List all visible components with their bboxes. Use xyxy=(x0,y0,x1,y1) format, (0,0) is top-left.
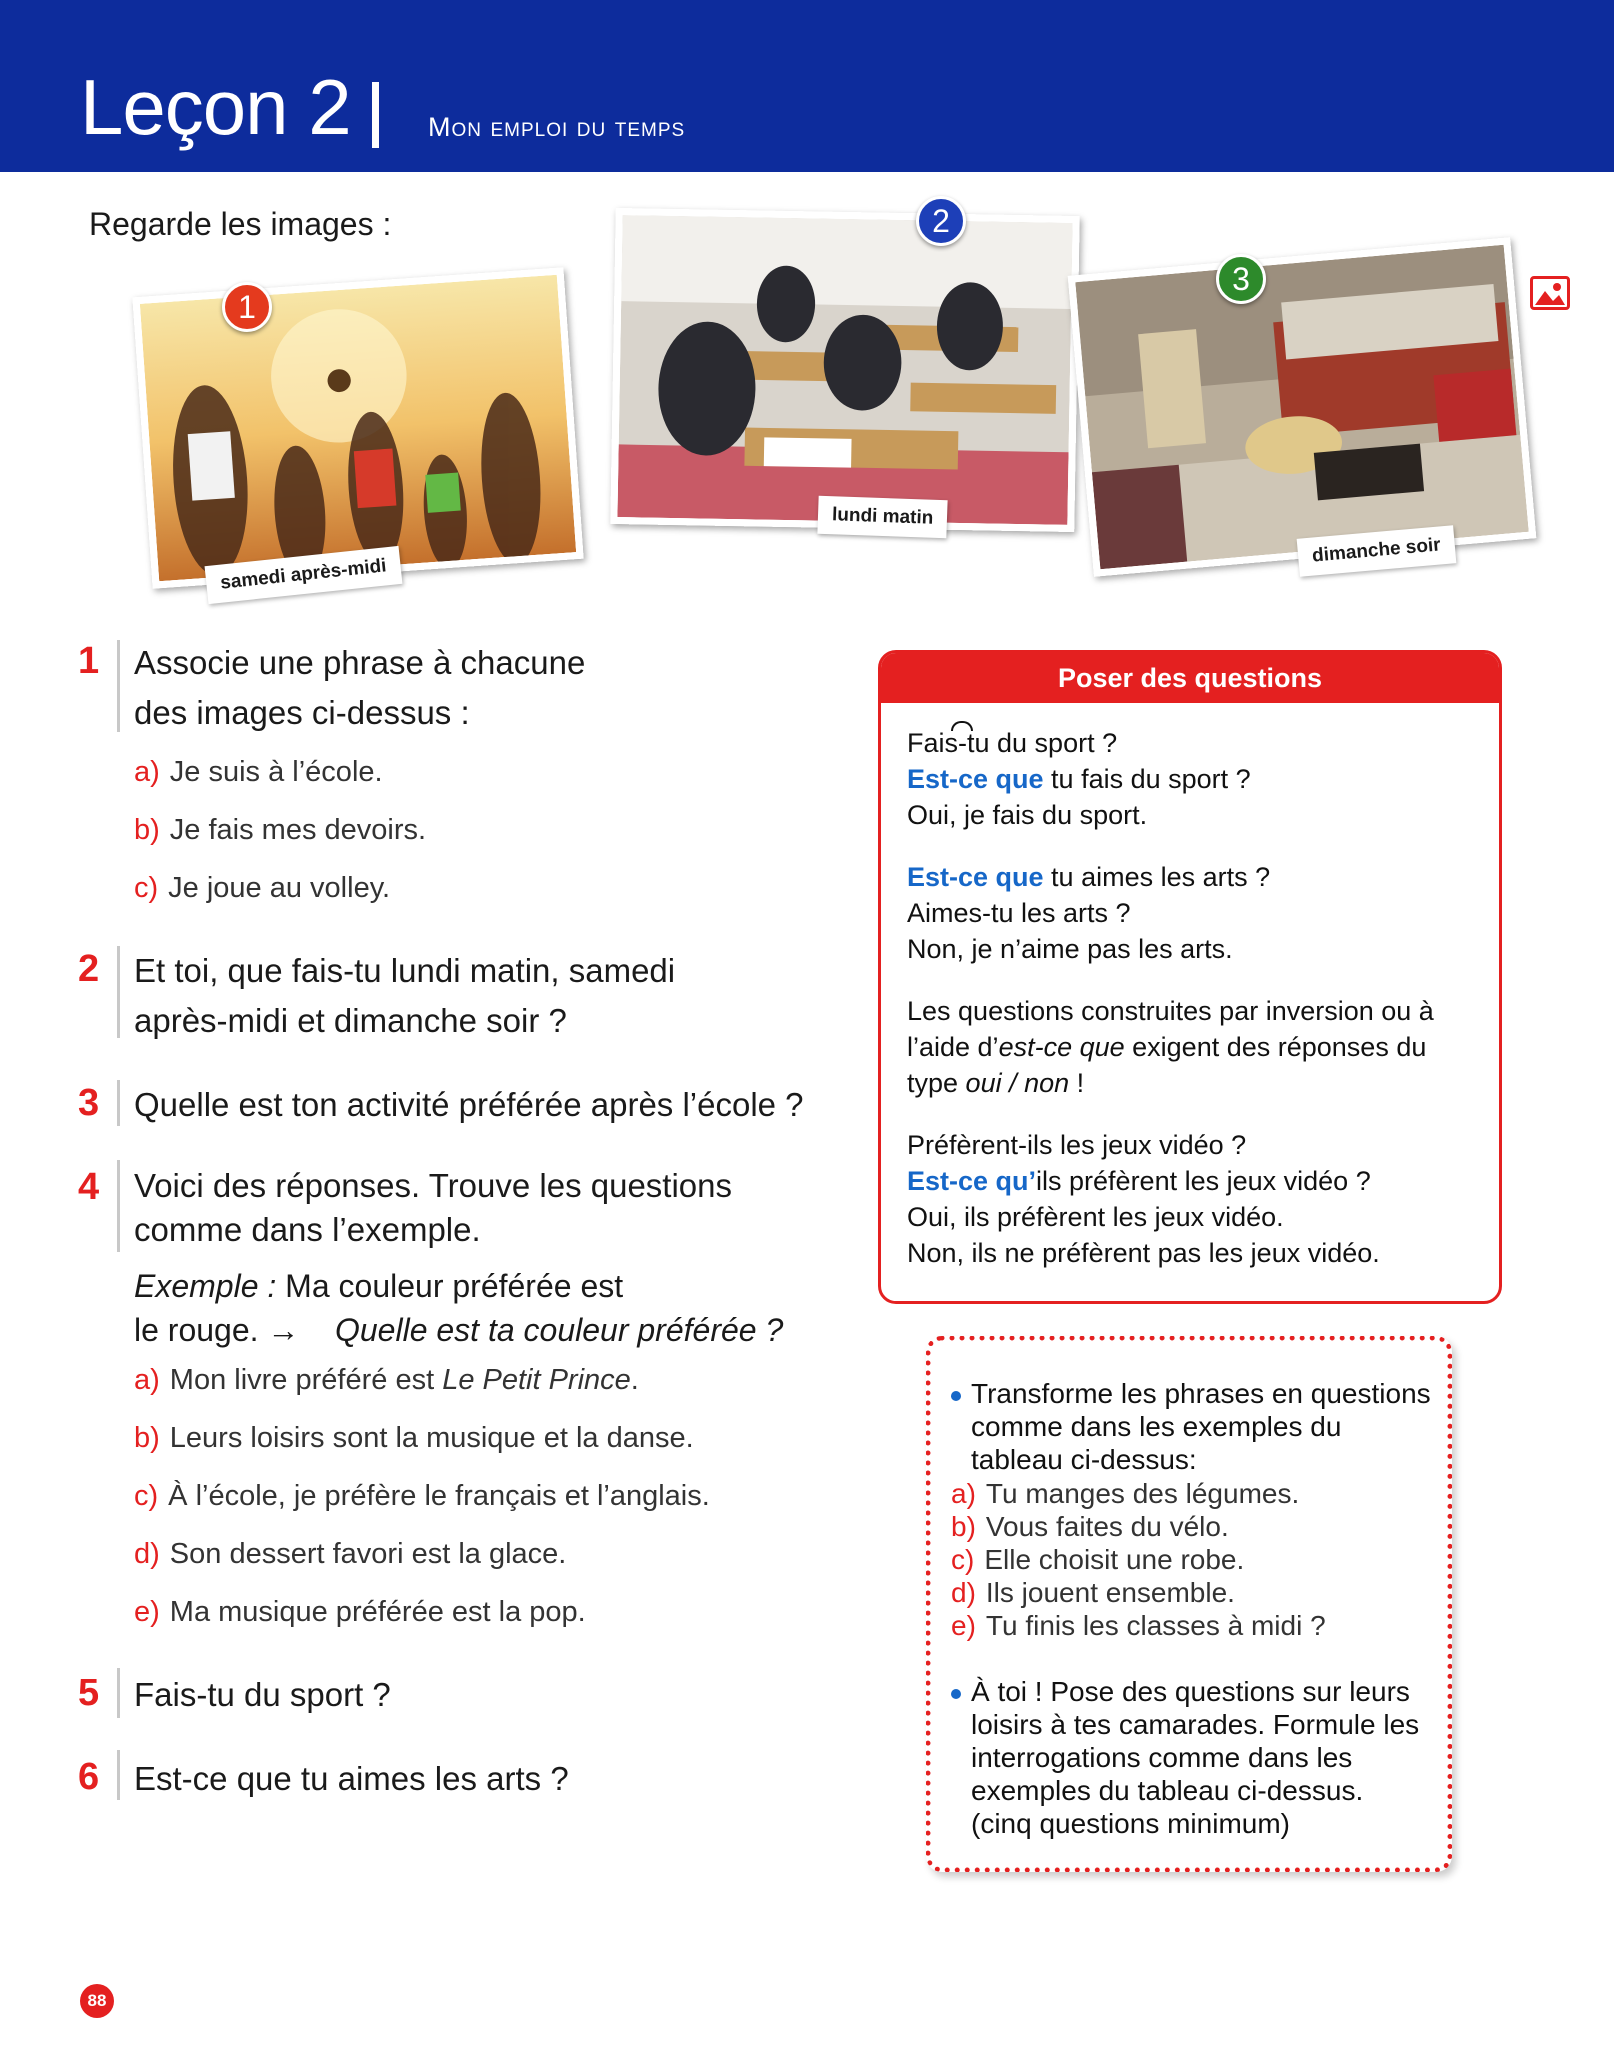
exercise-divider xyxy=(117,1750,120,1800)
activity-item-a: a) Tu manges des légumes. xyxy=(951,1478,1300,1509)
exercise-5-text: Fais-tu du sport ? xyxy=(134,1676,391,1713)
exercise-1-item-b: b) Je fais mes devoirs. xyxy=(134,814,427,846)
exercise-1-item-a: a) Je suis à l’école. xyxy=(134,756,383,788)
exercise-4-item-e: e) Ma musique préférée est la pop. xyxy=(134,1596,586,1628)
exercise-3-number: 3 xyxy=(78,1082,100,1124)
grammar-line: Oui, ils préfèrent les jeux vidéo. xyxy=(907,1202,1284,1232)
photo-caption-2: lundi matin xyxy=(817,496,948,538)
grammar-line: Les questions construites par inversion ou à xyxy=(907,996,1434,1026)
grammar-line: l’aide d’est-ce que exigent des réponses du xyxy=(907,1032,1427,1062)
photo-number-badge-2: 2 xyxy=(916,196,966,246)
activity-bullet-2: À toi ! Pose des questions sur leurs xyxy=(951,1675,1410,1708)
grammar-line: Est-ce que tu fais du sport ? xyxy=(907,764,1251,794)
exercise-4-text: Voici des réponses. Trouve les questions comme dans l’exemple. xyxy=(134,1167,733,1248)
photo-volleyball xyxy=(132,267,583,588)
exercise-1-text: Associe une phrase à chacune des images ci-dessus : xyxy=(134,644,586,731)
activity-box xyxy=(926,1336,1452,1872)
lesson-subtitle: Mon emploi du temps xyxy=(428,112,686,142)
exercise-4-item-b: b) Leurs loisirs sont la musique et la danse. xyxy=(134,1422,694,1454)
grammar-line: Est-ce que tu aimes les arts ? xyxy=(907,862,1271,892)
photo-number-badge-3: 3 xyxy=(1216,254,1266,304)
exercise-divider xyxy=(117,1160,120,1252)
activity-bullet-2-line: interrogations comme dans les xyxy=(971,1742,1353,1773)
exercise-divider xyxy=(117,1668,120,1718)
exercise-5-number: 5 xyxy=(78,1672,100,1714)
activity-bullet-1: Transforme les phrases en questions xyxy=(951,1377,1431,1410)
intro-instruction: Regarde les images : xyxy=(89,206,392,242)
exercise-6-text: Est-ce que tu aimes les arts ? xyxy=(134,1760,569,1797)
header-divider xyxy=(372,82,379,148)
grammar-line: Non, je n’aime pas les arts. xyxy=(907,934,1233,964)
bullet-icon xyxy=(951,1689,961,1699)
image-icon[interactable] xyxy=(1530,276,1570,310)
activity-item-e: e) Tu finis les classes à midi ? xyxy=(951,1610,1326,1641)
photo-bedroom xyxy=(1068,237,1537,577)
exercise-6-number: 6 xyxy=(78,1756,100,1798)
exercise-3-text: Quelle est ton activité préférée après l’école ? xyxy=(134,1086,804,1123)
photo-number-badge-1: 1 xyxy=(222,282,272,332)
activity-item-d: d) Ils jouent ensemble. xyxy=(951,1577,1235,1608)
grammar-line: Préfèrent-ils les jeux vidéo ? xyxy=(907,1130,1247,1160)
exercise-1-number: 1 xyxy=(78,640,100,682)
exercise-2-number: 2 xyxy=(78,948,100,990)
exercise-2-text: Et toi, que fais-tu lundi matin, samedi après-midi et dimanche soir ? xyxy=(134,952,676,1039)
exercise-divider xyxy=(117,640,120,732)
exercise-4-number: 4 xyxy=(78,1166,100,1208)
photo-caption-3: dimanche soir xyxy=(1297,525,1457,577)
lesson-title: Leçon 2 xyxy=(80,63,351,151)
activity-bullet-2-line: exemples du tableau ci-dessus. xyxy=(971,1775,1364,1806)
photo-caption-1: samedi après-midi xyxy=(205,546,403,604)
activity-bullet-1-line: tableau ci-dessus: xyxy=(971,1444,1197,1475)
photo-classroom xyxy=(610,208,1079,532)
grammar-line: type oui / non ! xyxy=(907,1068,1085,1098)
activity-bullet-2-line: loisirs à tes camarades. Formule les xyxy=(971,1709,1420,1740)
exercise-divider xyxy=(117,1080,120,1126)
activity-item-b: b) Vous faites du vélo. xyxy=(951,1511,1229,1542)
page-number: 88 xyxy=(80,1984,114,2018)
grammar-line: Est-ce qu’ils préfèrent les jeux vidéo ? xyxy=(907,1166,1371,1196)
exercise-divider xyxy=(117,946,120,1038)
activity-bullet-1-line: comme dans les exemples du xyxy=(971,1411,1342,1442)
activity-bullet-2-line: (cinq questions minimum) xyxy=(971,1808,1290,1839)
grammar-line: Oui, je fais du sport. xyxy=(907,800,1148,830)
activity-item-c: c) Elle choisit une robe. xyxy=(951,1544,1245,1575)
bullet-icon xyxy=(951,1391,961,1401)
exercise-4-item-a: a) Mon livre préféré est Le Petit Prince. xyxy=(134,1364,639,1396)
grammar-box xyxy=(878,650,1502,1304)
grammar-line: Aimes-tu les arts ? xyxy=(907,898,1131,928)
grammar-line: Fais-tu du sport ? xyxy=(907,728,1118,758)
exercise-4-example: Exemple : Ma couleur préférée est le rouge. → Quelle est ta couleur préférée ? xyxy=(134,1268,784,1348)
page-header xyxy=(0,0,1614,172)
grammar-line: Non, ils ne préfèrent pas les jeux vidéo. xyxy=(907,1238,1380,1268)
exercise-1-item-c: c) Je joue au volley. xyxy=(134,872,391,904)
grammar-box-title: Poser des questions xyxy=(881,653,1499,703)
exercise-4-item-d: d) Son dessert favori est la glace. xyxy=(134,1538,567,1570)
exercise-4-item-c: c) À l’école, je préfère le français et l’anglais. xyxy=(134,1480,710,1512)
